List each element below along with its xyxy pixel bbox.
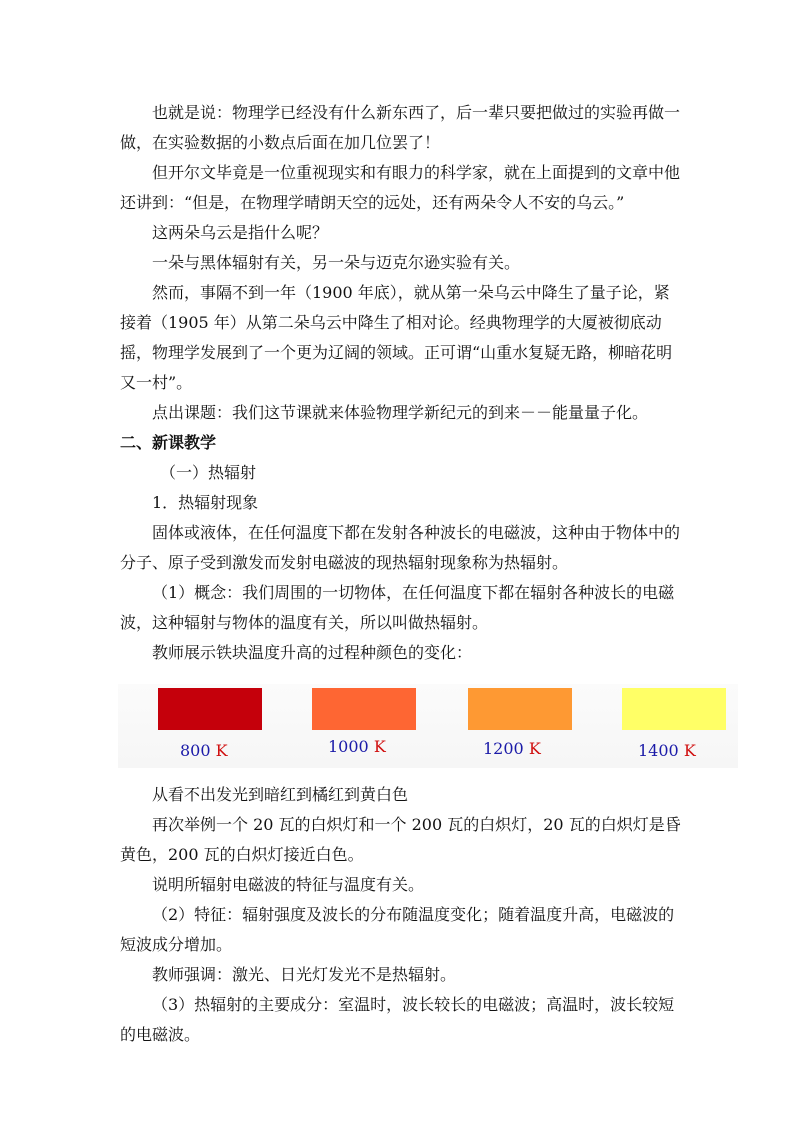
paragraph: （3）热辐射的主要成分：室温时，波长较长的电磁波；高温时，波长较短的电磁波。 [120, 995, 675, 1044]
section-heading: 二、新课教学 [120, 433, 217, 452]
color-swatch-1200k [468, 688, 572, 730]
temperature-label-800k: 800 K [180, 741, 228, 760]
paragraph: 但开尔文毕竟是一位重视现实和有眼力的科学家，就在上面提到的文章中他还讲到：“但是，在物理学晴朗天空的远处，还有两朵令人不安的乌云。” [120, 163, 681, 212]
item-heading: 1．热辐射现象 [152, 493, 259, 512]
document-body [120, 98, 696, 1050]
paragraph: 固体或液体，在任何温度下都在发射各种波长的电磁波，这种由于物体中的分子、原子受到激发而发射电磁波的现热辐射现象称为热辐射。 [120, 523, 681, 572]
color-swatch-1000k [312, 688, 416, 730]
paragraph: 教师展示铁块温度升高的过程种颜色的变化： [152, 643, 473, 662]
paragraph: 教师强调：激光、日光灯发光不是热辐射。 [152, 965, 457, 984]
paragraph: 说明所辐射电磁波的特征与温度有关。 [152, 875, 425, 894]
paragraph: 再次举例一个 20 瓦的白炽灯和一个 200 瓦的白炽灯，20 瓦的白炽灯是昏黄色，200 瓦的白炽灯接近白色。 [120, 815, 681, 864]
paragraph: 这两朵乌云是指什么呢？ [152, 223, 329, 242]
paragraph: 然而，事隔不到一年（1900 年底），就从第一朵乌云中降生了量子论，紧接着（1905 年）从第二朵乌云中降生了相对论。经典物理学的大厦被彻底动摇，物理学发展到了一个更为辽阔的领域。正可谓“山重水复疑无路，柳暗花明又一村”。 [120, 283, 673, 392]
paragraph: 也就是说：物理学已经没有什么新东西了，后一辈只要把做过的实验再做一做，在实验数据的小数点后面在加几位罢了！ [120, 103, 681, 152]
paragraph: （1）概念：我们周围的一切物体，在任何温度下都在辐射各种波长的电磁波，这种辐射与物体的温度有关，所以叫做热辐射。 [120, 583, 675, 632]
paragraph: 一朵与黑体辐射有关，另一朵与迈克尔逊实验有关。 [152, 253, 521, 272]
temperature-color-figure [118, 684, 738, 768]
paragraph: 点出课题：我们这节课就来体验物理学新纪元的到来－－能量量子化。 [152, 403, 649, 422]
subsection-heading: （一）热辐射 [160, 463, 257, 482]
color-swatch-800k [158, 688, 262, 730]
temperature-label-1000k: 1000 K [328, 737, 386, 756]
temperature-label-1200k: 1200 K [483, 739, 541, 758]
paragraph: 从看不出发光到暗红到橘红到黄白色 [152, 785, 409, 804]
color-swatch-1400k [622, 688, 726, 730]
paragraph: （2）特征：辐射强度及波长的分布随温度变化；随着温度升高，电磁波的短波成分增加。 [120, 905, 675, 954]
temperature-label-1400k: 1400 K [638, 741, 696, 760]
